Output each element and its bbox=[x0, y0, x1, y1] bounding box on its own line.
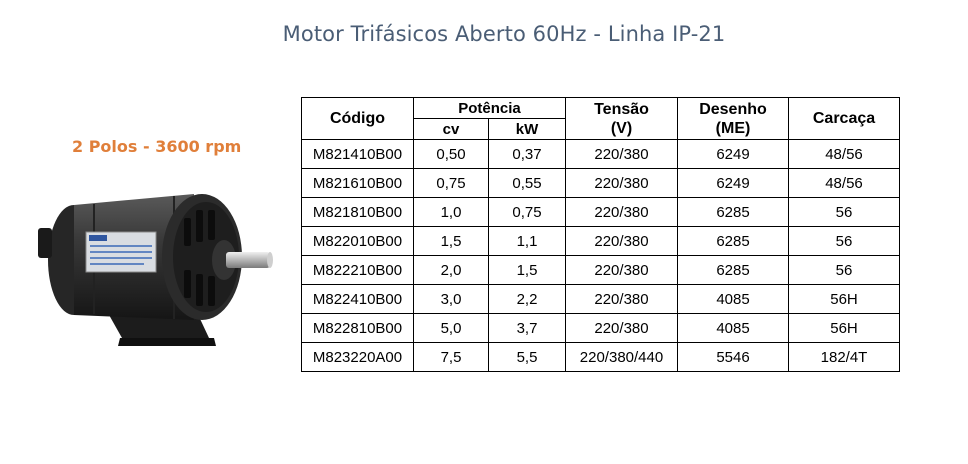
cell-desenho: 5546 bbox=[678, 343, 789, 372]
cell-codigo: M821610B00 bbox=[302, 169, 414, 198]
cell-carcaca: 48/56 bbox=[789, 140, 900, 169]
cell-tensao: 220/380/440 bbox=[566, 343, 678, 372]
page-title: Motor Trifásicos Aberto 60Hz - Linha IP-21 bbox=[282, 22, 726, 46]
header-desenho bbox=[678, 98, 789, 140]
cell-codigo: M821410B00 bbox=[302, 140, 414, 169]
cell-codigo: M822010B00 bbox=[302, 227, 414, 256]
cell-carcaca: 48/56 bbox=[789, 169, 900, 198]
cell-desenho: 6285 bbox=[678, 256, 789, 285]
table-row bbox=[302, 169, 900, 198]
header-carcaca: Carcaça bbox=[789, 98, 900, 140]
cell-codigo: M822410B00 bbox=[302, 285, 414, 314]
cell-cv: 3,0 bbox=[414, 285, 489, 314]
motor-spec-table bbox=[301, 97, 900, 372]
electric-motor-icon bbox=[34, 188, 274, 358]
table-row bbox=[302, 285, 900, 314]
header-tensao-label: Tensão bbox=[594, 100, 649, 118]
cell-tensao: 220/380 bbox=[566, 169, 678, 198]
poles-rpm-label: 2 Polos - 3600 rpm bbox=[72, 137, 242, 156]
cell-codigo: M822810B00 bbox=[302, 314, 414, 343]
cell-carcaca: 182/4T bbox=[789, 343, 900, 372]
cell-kw: 0,75 bbox=[489, 198, 566, 227]
table-row bbox=[302, 256, 900, 285]
cell-cv: 1,5 bbox=[414, 227, 489, 256]
header-tensao-unit: (V) bbox=[610, 119, 633, 137]
header-desenho-unit: (ME) bbox=[715, 119, 751, 137]
cell-carcaca: 56 bbox=[789, 198, 900, 227]
cell-cv: 2,0 bbox=[414, 256, 489, 285]
cell-kw: 1,1 bbox=[489, 227, 566, 256]
cell-tensao: 220/380 bbox=[566, 314, 678, 343]
table-row bbox=[302, 314, 900, 343]
header-potencia: Potência bbox=[414, 98, 566, 119]
cell-kw: 0,37 bbox=[489, 140, 566, 169]
cell-tensao: 220/380 bbox=[566, 285, 678, 314]
cell-carcaca: 56 bbox=[789, 227, 900, 256]
cell-tensao: 220/380 bbox=[566, 198, 678, 227]
cell-desenho: 6249 bbox=[678, 140, 789, 169]
cell-cv: 1,0 bbox=[414, 198, 489, 227]
table-row bbox=[302, 140, 900, 169]
cell-cv: 0,50 bbox=[414, 140, 489, 169]
header-tensao bbox=[566, 98, 678, 140]
header-cv: cv bbox=[414, 119, 489, 140]
header-kw: kW bbox=[489, 119, 566, 140]
cell-carcaca: 56 bbox=[789, 256, 900, 285]
cell-codigo: M822210B00 bbox=[302, 256, 414, 285]
header-desenho-label: Desenho bbox=[699, 100, 767, 118]
cell-carcaca: 56H bbox=[789, 314, 900, 343]
cell-tensao: 220/380 bbox=[566, 227, 678, 256]
cell-cv: 7,5 bbox=[414, 343, 489, 372]
cell-kw: 0,55 bbox=[489, 169, 566, 198]
cell-tensao: 220/380 bbox=[566, 140, 678, 169]
cell-codigo: M823220A00 bbox=[302, 343, 414, 372]
cell-desenho: 4085 bbox=[678, 285, 789, 314]
table-row bbox=[302, 198, 900, 227]
cell-cv: 5,0 bbox=[414, 314, 489, 343]
header-codigo: Código bbox=[302, 98, 414, 140]
cell-desenho: 6285 bbox=[678, 198, 789, 227]
cell-tensao: 220/380 bbox=[566, 256, 678, 285]
table-row bbox=[302, 343, 900, 372]
table-row bbox=[302, 227, 900, 256]
cell-codigo: M821810B00 bbox=[302, 198, 414, 227]
cell-kw: 1,5 bbox=[489, 256, 566, 285]
cell-kw: 3,7 bbox=[489, 314, 566, 343]
cell-kw: 2,2 bbox=[489, 285, 566, 314]
cell-cv: 0,75 bbox=[414, 169, 489, 198]
cell-desenho: 6249 bbox=[678, 169, 789, 198]
cell-desenho: 4085 bbox=[678, 314, 789, 343]
cell-desenho: 6285 bbox=[678, 227, 789, 256]
cell-carcaca: 56H bbox=[789, 285, 900, 314]
cell-kw: 5,5 bbox=[489, 343, 566, 372]
